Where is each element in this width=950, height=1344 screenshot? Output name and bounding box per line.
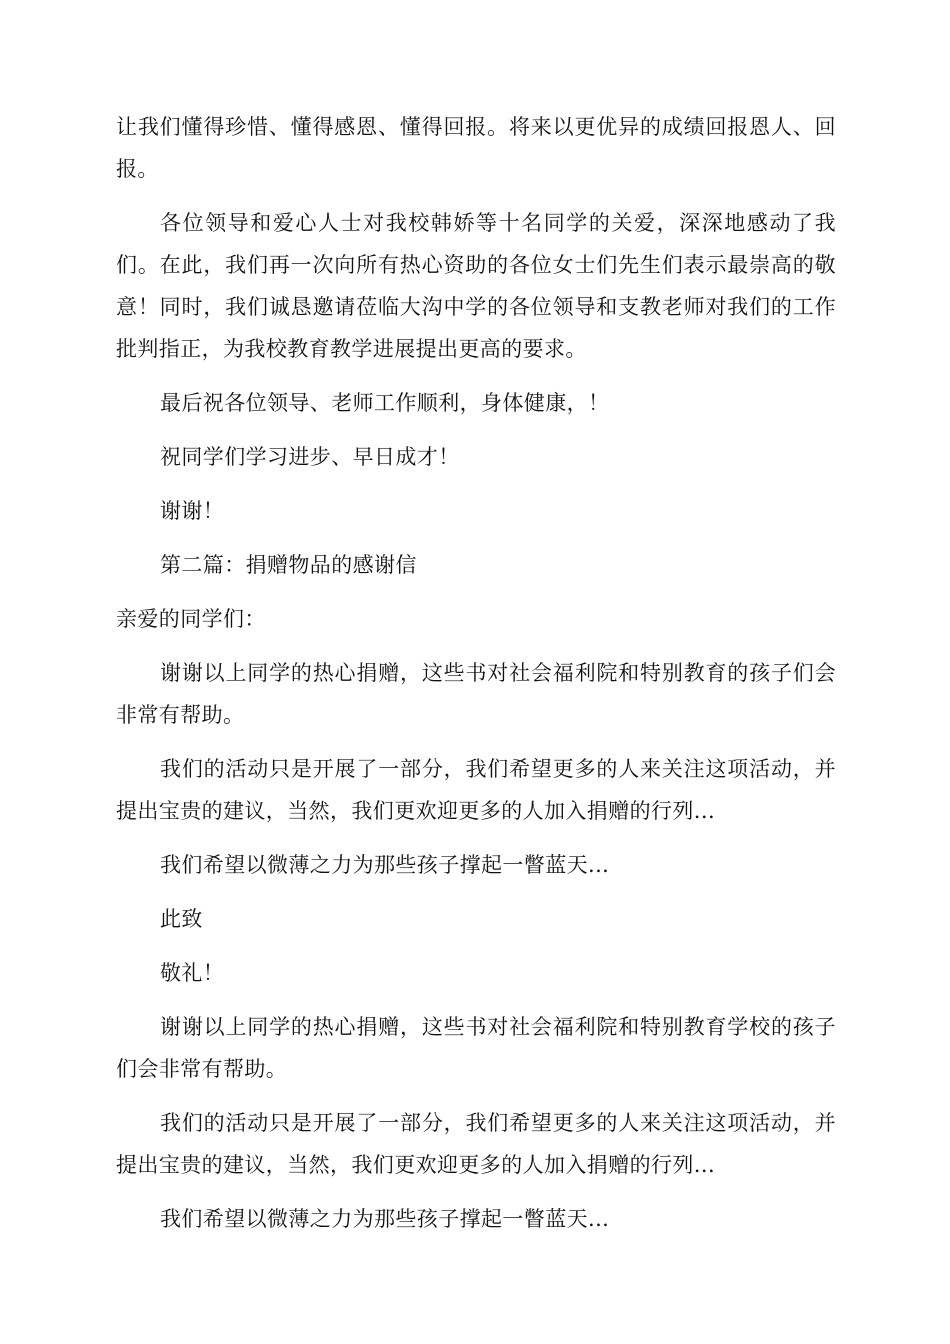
section-heading: 第二篇：捐赠物品的感谢信 — [160, 553, 417, 577]
paragraph-continuation: 让我们懂得珍惜、懂得感恩、懂得回报。将来以更优异的成绩回报恩人、回报。 — [116, 115, 836, 181]
paragraph-donation-thanks: 谢谢以上同学的热心捐赠，这些书对社会福利院和特别教育的孩子们会非常有帮助。 — [116, 661, 836, 727]
closing-cizhi: 此致 — [160, 907, 203, 931]
paragraph-best-wishes: 最后祝各位领导、老师工作顺利，身体健康，！ — [160, 391, 610, 415]
paragraph-hope-2: 我们希望以微薄之力为那些孩子撑起一瞥蓝天... — [160, 1207, 610, 1231]
letter-salutation: 亲爱的同学们： — [116, 607, 266, 631]
paragraph-donation-thanks-2: 谢谢以上同学的热心捐赠，这些书对社会福利院和特别教育学校的孩子们会非常有帮助。 — [116, 1015, 836, 1081]
paragraph-hope: 我们希望以微薄之力为那些孩子撑起一瞥蓝天... — [160, 853, 610, 877]
paragraph-activity: 我们的活动只是开展了一部分，我们希望更多的人来关注这项活动，并提出宝贵的建议，当然，我们更欢迎更多的人加入捐赠的行列... — [116, 757, 836, 823]
closing-jingli: 敬礼！ — [160, 961, 225, 985]
paragraph-activity-2: 我们的活动只是开展了一部分，我们希望更多的人来关注这项活动，并提出宝贵的建议，当然，我们更欢迎更多的人加入捐赠的行列... — [116, 1111, 836, 1177]
paragraph-thank-you: 谢谢！ — [160, 499, 225, 523]
paragraph-student-wishes: 祝同学们学习进步、早日成才！ — [160, 445, 460, 469]
paragraph-thanks-leaders: 各位领导和爱心人士对我校韩娇等十名同学的关爱，深深地感动了我们。在此，我们再一次向所有热心资助的各位女士们先生们表示最崇高的敬意！同时，我们诚恳邀请莅临大沟中学的各位领导和支教老师对我们的工作批判指正，为我校教育教学进展提出更高的要求。 — [116, 211, 836, 361]
document-body — [116, 106, 836, 1240]
